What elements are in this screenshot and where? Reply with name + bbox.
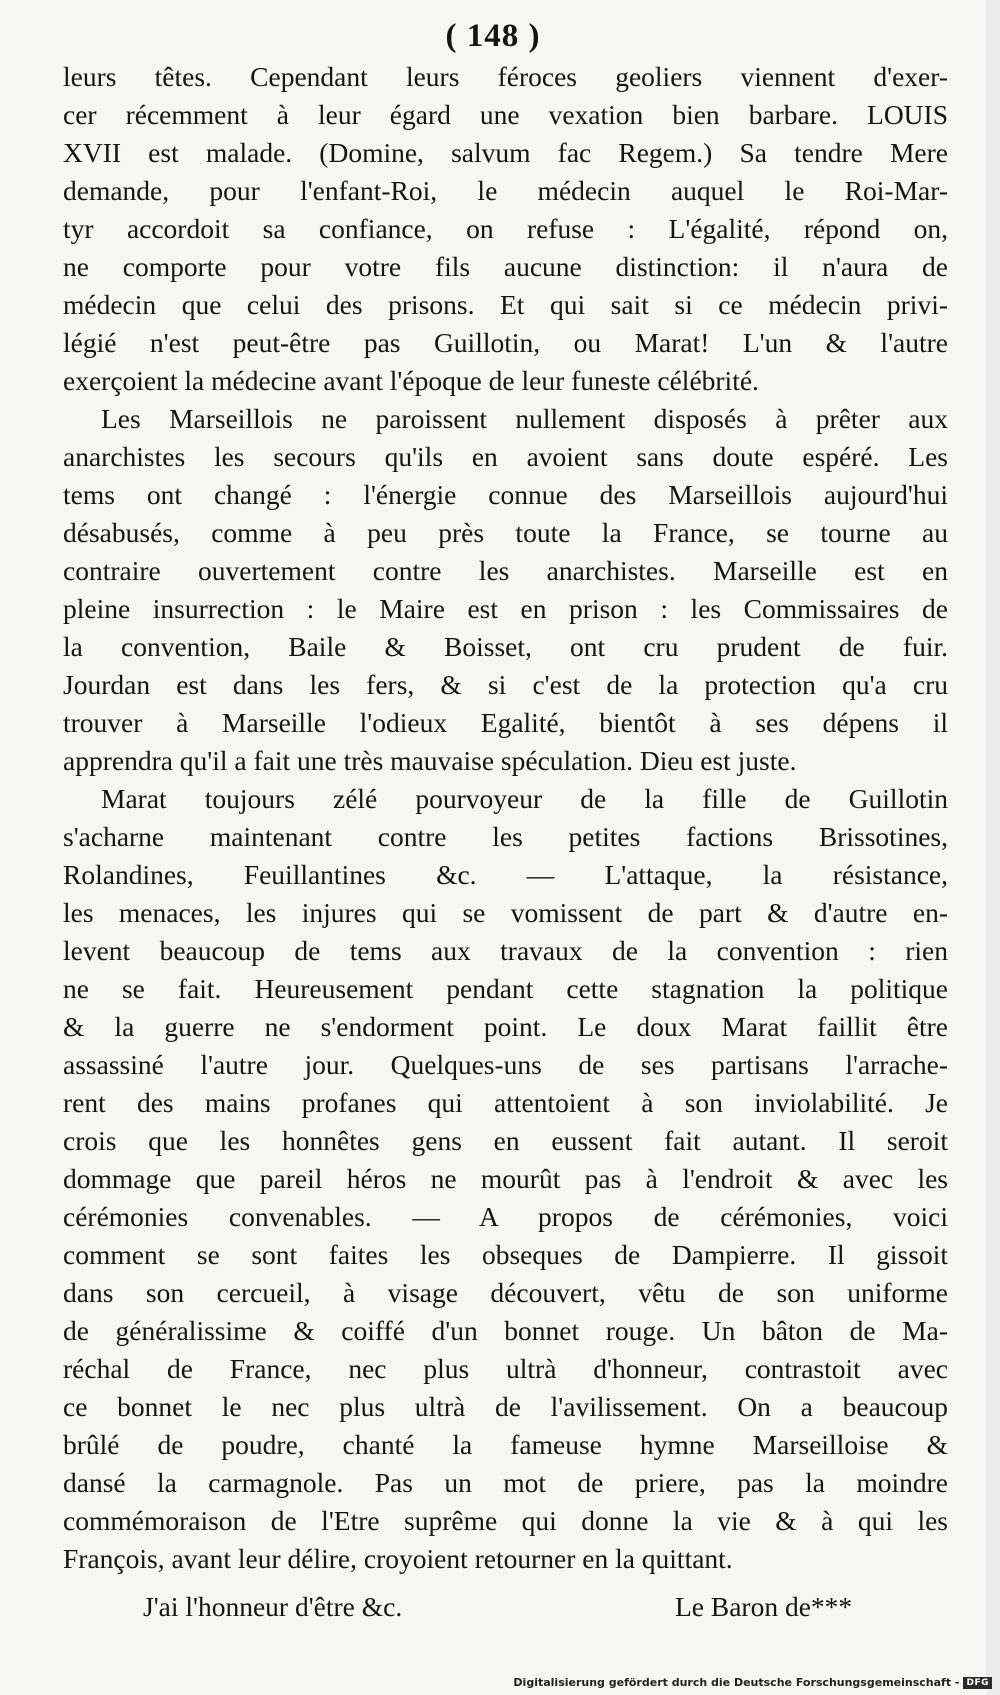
text-line: pleine insurrection : le Maire est en prison : les Commissaires de — [63, 593, 948, 624]
text-line: cérémonies convenables. — A propos de cérémonies, voici — [63, 1201, 948, 1232]
text-line: comment se sont faites les obseques de Dampierre. Il gissoit — [63, 1239, 948, 1270]
digitization-credit — [513, 1676, 992, 1689]
credit-text: Digitalisierung gefördert durch die Deutsche Forschungsgemeinschaft - — [513, 1676, 960, 1689]
closing-formula: J'ai l'honneur d'être &c. — [143, 1591, 403, 1622]
text-line: la convention, Baile & Boisset, ont cru prudent de fuir. — [63, 631, 948, 662]
signature-line — [63, 1588, 948, 1626]
scan-gutter — [986, 0, 1000, 1695]
text-line: anarchistes les secours qu'ils en avoient sans doute espéré. Les — [63, 441, 948, 472]
text-line: Rolandines, Feuillantines &c. — L'attaque, la résistance, — [63, 859, 948, 890]
text-line: brûlé de poudre, chanté la fameuse hymne Marseilloise & — [63, 1429, 948, 1460]
text-line: légié n'est peut-être pas Guillotin, ou Marat! L'un & l'autre — [63, 327, 948, 358]
text-line: commémoraison de l'Etre suprême qui donne la vie & à qui les — [63, 1505, 948, 1536]
text-line: rent des mains profanes qui attentoient à son inviolabilité. Je — [63, 1087, 948, 1118]
text-line: demande, pour l'enfant-Roi, le médecin auquel le Roi-Mar- — [63, 175, 948, 206]
text-line: de généralissime & coiffé d'un bonnet rouge. Un bâton de Ma- — [63, 1315, 948, 1346]
text-line: apprendra qu'il a fait une très mauvaise spéculation. Dieu est juste. — [63, 745, 797, 776]
text-line: dommage que pareil héros ne mourût pas à l'endroit & avec les — [63, 1163, 948, 1194]
text-line: tyr accordoit sa confiance, on refuse : L'égalité, répond on, — [63, 213, 948, 244]
text-line: médecin que celui des prisons. Et qui sait si ce médecin privi- — [63, 289, 948, 320]
dfg-logo: DFG — [963, 1677, 992, 1689]
text-line: contraire ouvertement contre les anarchistes. Marseille est en — [63, 555, 948, 586]
text-line: exerçoient la médecine avant l'époque de leur funeste célébrité. — [63, 365, 759, 396]
text-line: ne comporte pour votre fils aucune distinction: il n'aura de — [63, 251, 948, 282]
text-line: ce bonnet le nec plus ultrà de l'avilissement. On a beaucoup — [63, 1391, 948, 1422]
text-line: les menaces, les injures qui se vomissent de part & d'autre en- — [63, 897, 948, 928]
text-line: Les Marseillois ne paroissent nullement disposés à prêter aux — [101, 403, 948, 434]
text-line: assassiné l'autre jour. Quelques-uns de ses partisans l'arrache- — [63, 1049, 948, 1080]
text-line: s'acharne maintenant contre les petites factions Brissotines, — [63, 821, 948, 852]
text-line: François, avant leur délire, croyoient retourner en la quittant. — [63, 1543, 733, 1574]
text-line: & la guerre ne s'endorment point. Le doux Marat faillit être — [63, 1011, 948, 1042]
text-line: Marat toujours zélé pourvoyeur de la fille de Guillotin — [101, 783, 948, 814]
text-line: leurs têtes. Cependant leurs féroces geoliers viennent d'exer- — [63, 61, 948, 92]
page-number: ( 148 ) — [445, 18, 541, 54]
text-line: trouver à Marseille l'odieux Egalité, bientôt à ses dépens il — [63, 707, 948, 738]
text-line: cer récemment à leur égard une vexation bien barbare. LOUIS — [63, 99, 948, 130]
text-line: crois que les honnêtes gens en eussent fait autant. Il seroit — [63, 1125, 948, 1156]
text-line: levent beaucoup de tems aux travaux de la convention : rien — [63, 935, 948, 966]
text-line: désabusés, comme à peu près toute la France, se tourne au — [63, 517, 948, 548]
text-line: Jourdan est dans les fers, & si c'est de la protection qu'a cru — [63, 669, 948, 700]
text-line: tems ont changé : l'énergie connue des Marseillois aujourd'hui — [63, 479, 948, 510]
text-line: dansé la carmagnole. Pas un mot de priere, pas la moindre — [63, 1467, 948, 1498]
text-line: XVII est malade. (Domine, salvum fac Regem.) Sa tendre Mere — [63, 137, 948, 168]
body-text — [63, 58, 948, 1578]
text-line: réchal de France, nec plus ultrà d'honneur, contrastoit avec — [63, 1353, 948, 1384]
text-line: dans son cercueil, à visage découvert, vêtu de son uniforme — [63, 1277, 948, 1308]
text-line: ne se fait. Heureusement pendant cette stagnation la politique — [63, 973, 948, 1004]
author-signature: Le Baron de*** — [675, 1591, 853, 1622]
